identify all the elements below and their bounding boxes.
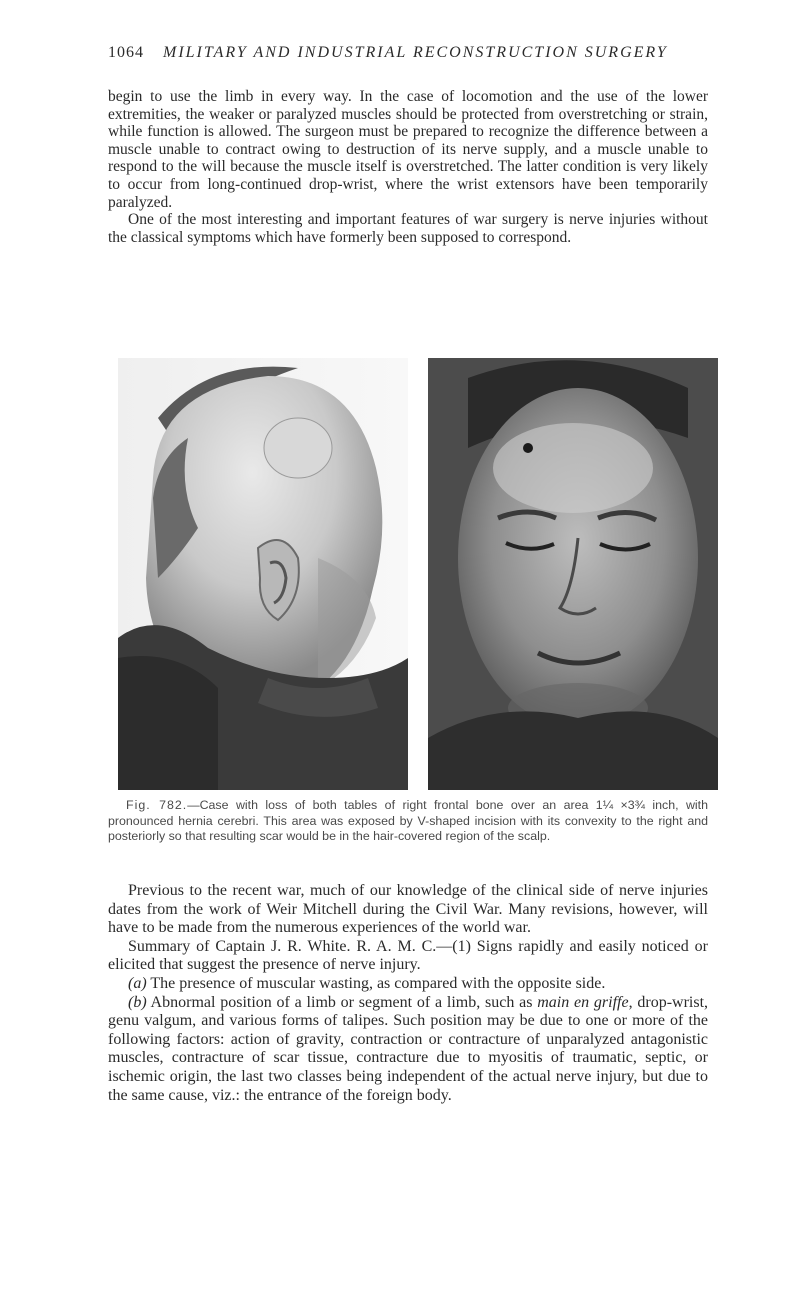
paragraph-text: Abnormal position of a limb or segment of a limb, such as <box>146 993 538 1011</box>
frontal-photo-illustration <box>428 358 718 790</box>
paragraph-text: , drop-wrist, genu valgum, and various forms of talipes. Such position may be due to one or more of the following factors: action of gravity, contraction or contracture of unparalyzed antagonistic muscles, contracture of scar tissue, contracture due to myositis of traumatic, septic, or ischemic origin, the last two classes being independent of the actual nerve injury, but due to the same cause, viz.: the entrance of the foreign body. <box>108 993 709 1104</box>
patient-frontal-photo <box>428 358 718 790</box>
running-head-title: MILITARY AND INDUSTRIAL RECONSTRUCTION SURGERY <box>163 44 668 61</box>
list-label: (b) <box>128 993 147 1011</box>
list-label: (a) <box>128 974 147 992</box>
top-text-block <box>108 88 708 246</box>
running-head <box>108 44 708 62</box>
italic-term: main en griffe <box>537 993 629 1011</box>
patient-profile-photo <box>118 358 408 790</box>
figure-label: Fig. 782. <box>126 798 188 812</box>
paragraph: Previous to the recent war, much of our knowledge of the clinical side of nerve injuries dates from the work of Weir Mitchell during the Civil War. Many revisions, however, will have to be made from the numerous experiences of the world war. <box>108 882 708 937</box>
profile-photo-illustration <box>118 358 408 790</box>
paragraph-text: The presence of muscular wasting, as compared with the opposite side. <box>146 974 606 992</box>
bottom-text-block <box>108 882 708 1105</box>
figure-caption <box>108 798 708 845</box>
page-number: 1064 <box>108 44 144 61</box>
figure-caption-text: —Case with loss of both tables of right frontal bone over an area 1¼ ×3¾ inch, with pronounced hernia cerebri. This area was exposed by V-shaped incision with its convexity to the right and posteriorly so that resulting scar would be in the hair-covered region of the scalp. <box>108 798 708 844</box>
paragraph: One of the most interesting and important features of war surgery is nerve injuries without the classical symptoms which have formerly been supposed to correspond. <box>108 211 708 246</box>
paragraph <box>108 975 708 994</box>
paragraph <box>108 994 708 1106</box>
paragraph: Summary of Captain J. R. White. R. A. M. C.—(1) Signs rapidly and easily noticed or elicited that suggest the presence of nerve injury. <box>108 937 708 974</box>
paragraph: begin to use the limb in every way. In the case of locomotion and the use of the lower extremities, the weaker or paralyzed muscles should be protected from overstretching or strain, while function is allowed. The surgeon must be prepared to recognize the difference between a muscle unable to contract owing to destruction of its nerve supply, and a muscle unable to respond to the will because the muscle itself is overstretched. The latter condition is very likely to occur from long-continued drop-wrist, where the wrist extensors have been temporarily paralyzed. <box>108 88 708 211</box>
